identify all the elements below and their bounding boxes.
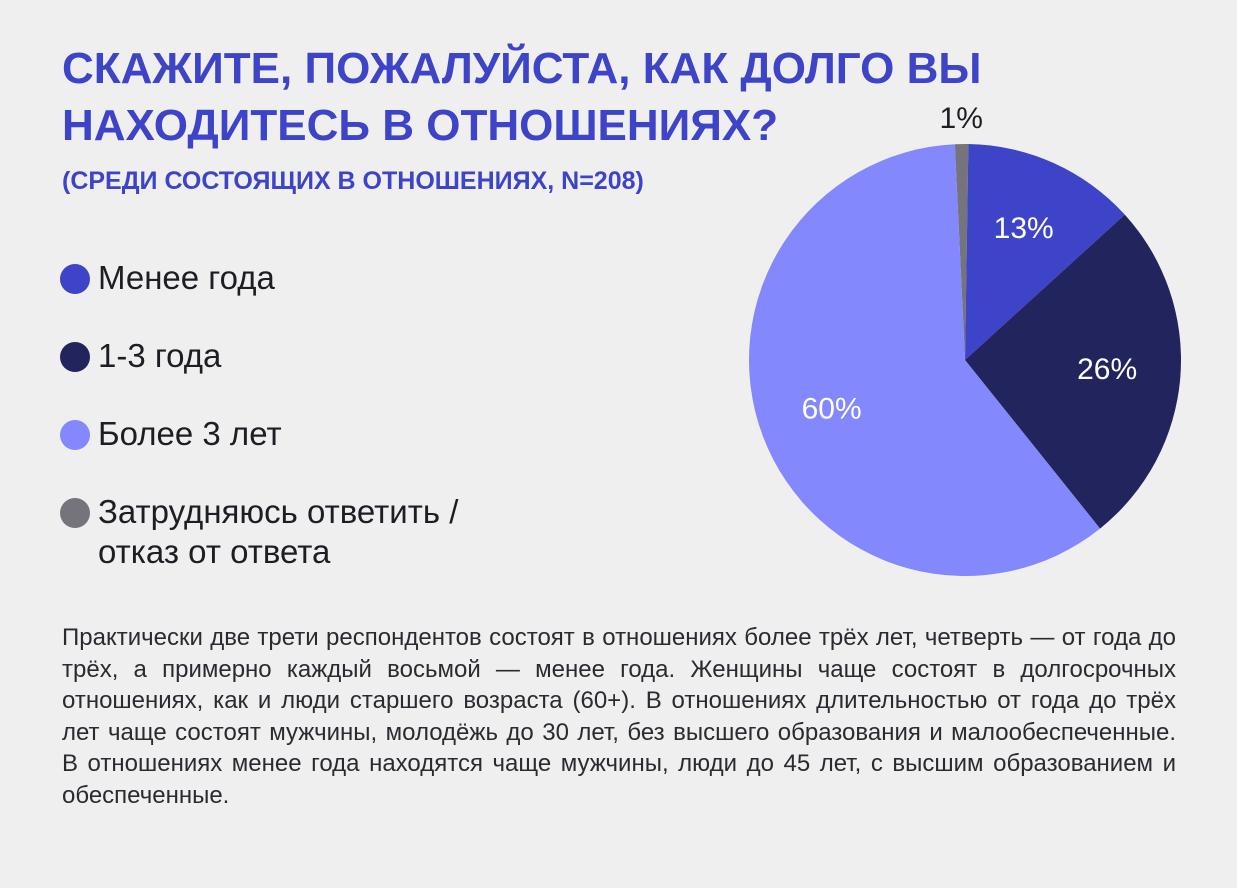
label-hard-to-answer: 1%: [939, 101, 983, 135]
label-less-than-year: 13%: [993, 211, 1054, 245]
chart-subtitle: (СРЕДИ СОСТОЯЩИХ В ОТНОШЕНИЯХ, N=208): [62, 167, 644, 195]
chart-title: СКАЖИТЕ, ПОЖАЛУЙСТА, КАК ДОЛГО ВЫ НАХОДИТЕСЬ В ОТНОШЕНИЯХ?: [62, 44, 982, 150]
legend-item-hard-to-answer: [60, 492, 530, 572]
legend-item-less-than-year: [60, 258, 275, 298]
legend-label: 1-3 года: [98, 337, 222, 374]
legend-swatch: [60, 420, 90, 450]
pie-chart: [740, 100, 1200, 590]
legend-label: Затрудняюсь ответить / отказ от ответа: [98, 493, 459, 570]
legend-swatch: [60, 498, 90, 528]
description-text: Практически две трети респондентов состоят в отношениях более трёх лет, четверть — от года до трёх, а примерно каждый восьмой — менее года. Женщины чаще состоят в долгосрочных отношениях, как и люди старшего возраста (60+). В отношениях длительностью от года до трёх лет чаще состоят мужчины, молодёжь до 30 лет, без высшего образования и малообеспеченные. В отношениях менее года находятся чаще мужчины, люди до 45 лет, с высшим образованием и обеспеченные.: [62, 624, 1176, 809]
label-1-3-years: 26%: [1077, 353, 1138, 387]
legend-label: Менее года: [98, 259, 275, 296]
legend-swatch: [60, 342, 90, 372]
legend-swatch: [60, 264, 90, 294]
legend-item-1-3-years: [60, 336, 221, 376]
legend-label: Более 3 лет: [98, 415, 282, 452]
label-more-than-3-years: 60%: [801, 392, 862, 426]
legend-item-more-than-3-years: [60, 414, 282, 454]
